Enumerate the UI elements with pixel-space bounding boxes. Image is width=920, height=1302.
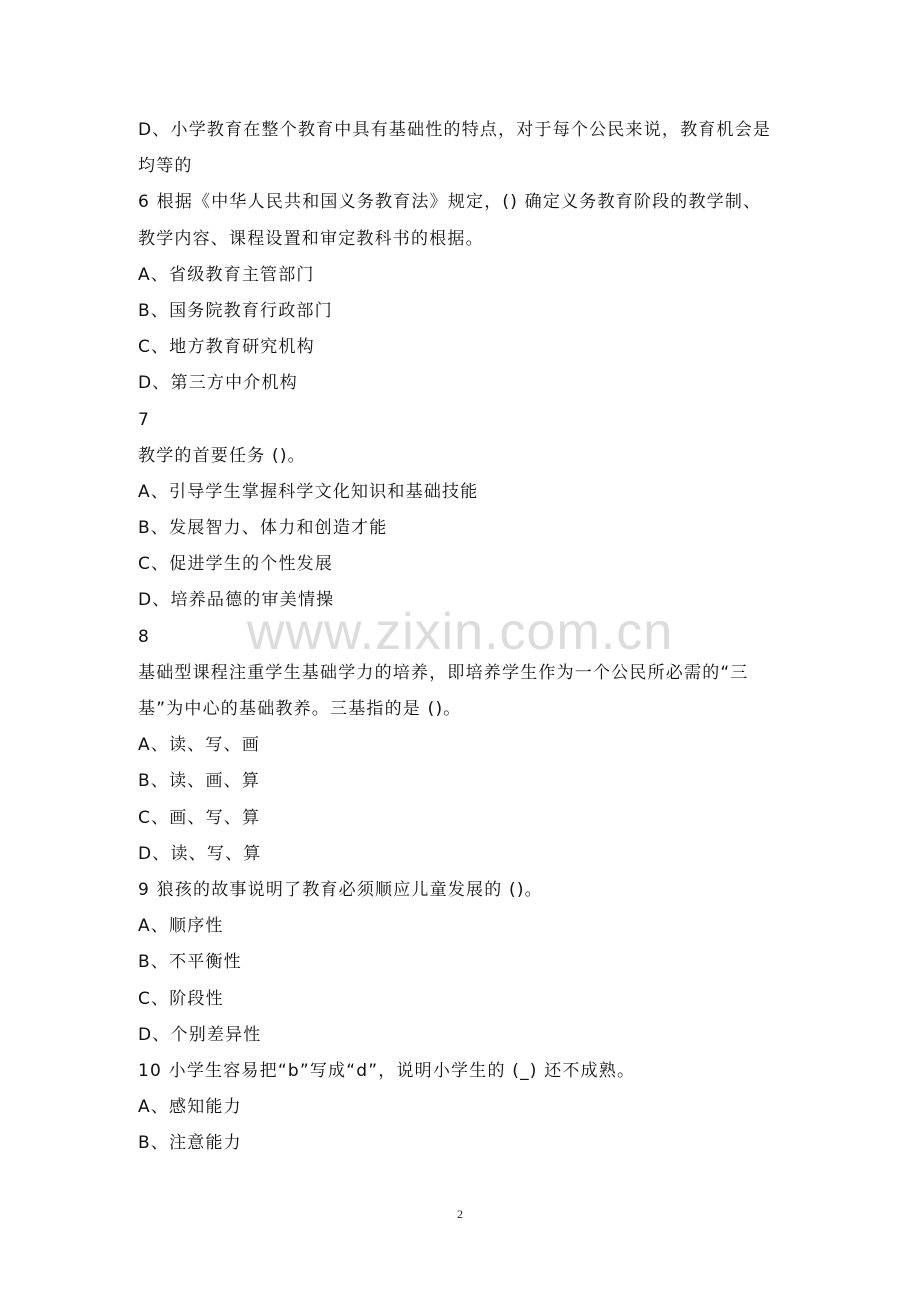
question-text: 教学内容、课程设置和审定教科书的根据。 <box>138 228 484 249</box>
option-a: A、省级教育主管部门 <box>138 264 315 285</box>
text-line: 均等的 <box>138 156 193 177</box>
option-d: D、第三方中介机构 <box>138 373 298 394</box>
page-number: 2 <box>457 1207 463 1221</box>
option-a: A、顺序性 <box>138 916 224 937</box>
option-c: C、地方教育研究机构 <box>138 337 315 358</box>
question-text: 9 狼孩的故事说明了教育必须顺应儿童发展的 ()。 <box>138 879 543 900</box>
question-number: 7 <box>138 409 151 430</box>
question-number: 8 <box>138 626 151 647</box>
option-d: D、个别差异性 <box>138 1024 262 1045</box>
option-b: B、注意能力 <box>138 1133 242 1154</box>
option-d: D、培养品德的审美情操 <box>138 590 335 611</box>
option-c: C、阶段性 <box>138 988 224 1009</box>
question-text: 6 根据《中华人民共和国义务教育法》规定，() 确定义务教育阶段的教学制、 <box>138 192 762 213</box>
option-a: A、读、写、画 <box>138 735 261 756</box>
question-text: 基”为中心的基础教养。三基指的是 ()。 <box>138 699 462 719</box>
option-b: B、发展智力、体力和创造才能 <box>138 518 388 539</box>
watermark: www.zixin.com.cn <box>246 603 674 661</box>
option-a: A、感知能力 <box>138 1097 242 1118</box>
option-c: C、画、写、算 <box>138 807 261 828</box>
option-d: D、读、写、算 <box>138 843 262 864</box>
option-b: B、读、画、算 <box>138 771 261 792</box>
option-a: A、引导学生掌握科学文化知识和基础技能 <box>138 481 479 502</box>
question-text: 基础型课程注重学生基础学力的培养，即培养学生作为一个公民所必需的“三 <box>138 662 749 683</box>
question-text: 教学的首要任务 ()。 <box>138 445 306 466</box>
question-text: 10 小学生容易把“b”写成“d”，说明小学生的 (_) 还不成熟。 <box>138 1060 636 1081</box>
text-line: D、小学教育在整个教育中具有基础性的特点，对于每个公民来说，教育机会是 <box>138 120 772 140</box>
option-c: C、促进学生的个性发展 <box>138 554 334 575</box>
option-b: B、国务院教育行政部门 <box>138 300 333 321</box>
option-b: B、不平衡性 <box>138 952 242 973</box>
